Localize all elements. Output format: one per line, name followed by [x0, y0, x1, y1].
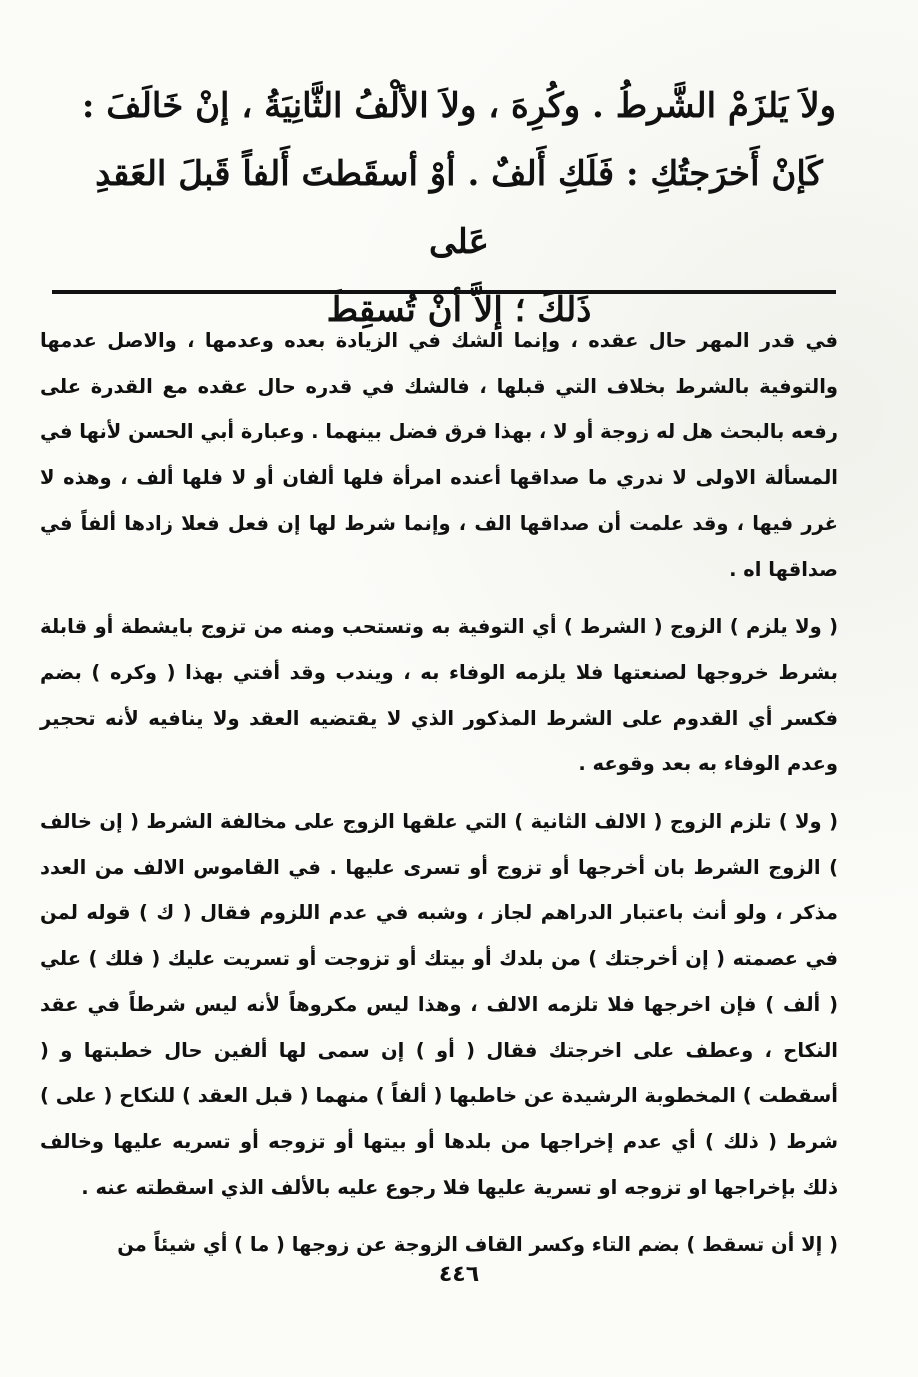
commentary-paragraph: ( ولا ) تلزم الزوج ( الالف الثانية ) التي علقها الزوج على مخالفة الشرط ( إن خالف ) الزوج الشرط بان أخرجها أو تزوج أو تسرى عليها . في القاموس الالف من العدد مذكر ، ولو أنث باعتبار الدراهم لجاز ، وشبه في عدم اللزوم فقال ( ك ) قوله لمن في عصمته ( إن أخرجتك ) من بلدك أو بيتك أو تزوجت أو تسريت عليك ( فلك ) علي ( ألف ) فإن اخرجها فلا تلزمه الالف ، وهذا ليس مكروهاً لأنه ليس شرطاً في عقد النكاح ، وعطف على اخرجتك فقال ( أو ) إن سمى لها ألفين حال خطبتها و ( أسقطت ) المخطوبة الرشيدة عن خاطبها ( ألفاً ) منهما ( قبل العقد ) للنكاح ( على ) شرط ( ذلك ) أي عدم إخراجها من بلدها أو بيتها أو تزوجه أو تسريه عليها وخالف ذلك بإخراجها او تزوجه او تسرية عليها فلا رجوع عليه بالألف الذي اسقطته عنه .: [40, 810, 838, 1199]
page-number: ٤٤٦: [438, 1262, 480, 1287]
separator-rule: [52, 290, 836, 294]
main-text-line: كَإنْ أَخرَجتُكِ : فَلَكِ أَلفٌ . أوْ أسقَطتَ أَلفاً قَبلَ العَقدِ عَلى: [95, 154, 823, 262]
commentary-text: [40, 318, 838, 1268]
commentary-paragraph: ( ولا يلزم ) الزوج ( الشرط ) أي التوفية به وتستحب ومنه من تزوج بايشطة أو قابلة بشرط خروجها لصنعتها فلا يلزمه الوفاء به ، ويندب وقد أفتي بهذا ( وكره ) بضم فكسر أي القدوم على الشرط المذكور الذي لا يقتضيه العقد ولا ينافيه لأنه تحجير وعدم الوفاء به بعد وقوعه .: [40, 615, 838, 776]
main-text-line: ولاَ يَلزَمْ الشَّرطُ . وكُرِهَ ، ولاَ الألْفُ الثَّانِيَةُ ، إنْ خَالَفَ :: [81, 86, 837, 126]
main-text: [80, 72, 838, 344]
commentary-paragraph: ( إلا أن تسقط ) بضم التاء وكسر القاف الزوجة عن زوجها ( ما ) أي شيئاً من: [117, 1233, 838, 1257]
commentary-paragraph: في قدر المهر حال عقده ، وإنما الشك في الزيادة بعده وعدمها ، والاصل عدمها والتوفية بالشرط بخلاف التي قبلها ، فالشك في قدره حال عقده مع القدرة على رفعه بالبحث هل له زوجة أو لا ، بهذا فرق فضل بينهما . وعبارة أبي الحسن لأنها في المسألة الاولى لا ندري ما صداقها أعنده امرأة فلها ألفان أو لا فلها ألف ، وهذه لا غرر فيها ، وقد علمت أن صداقها الف ، وإنما شرط لها إن فعل فعلا زادها ألفاً في صداقها اه .: [40, 329, 838, 581]
main-text-line: ذَلكَ ؛ إلاَّ أنْ تُسقِطَ: [326, 290, 592, 330]
